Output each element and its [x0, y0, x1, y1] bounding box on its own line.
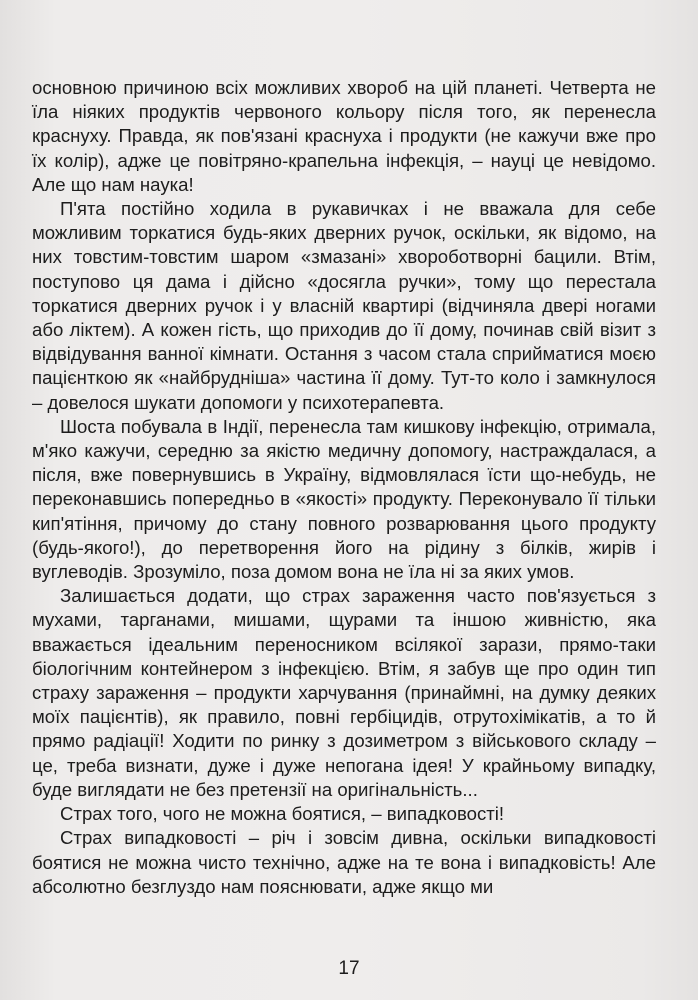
- page-number: 17: [338, 958, 360, 979]
- page-body-text: [32, 76, 656, 899]
- paragraph-contamination-fear: Залишається додати, що страх зараження часто пов'язується з мухами, тарганами, мишами, щурами та іншою живністю, яка вважається ідеальним переносником всілякої зарази, прямо-таки біологічним контейнером з інфекцією. Втім, я забув ще про один тип страху зараження – продукти харчування (принаймні, на думку деяких моїх пацієнтів), як правило, повні гербіцидів, отрутохімікатів, а то й прямо радіації! Ходити по ринку з дозиметром з військового складу – це, треба визнати, дуже і дуже непогана ідея! У крайньому випадку, буде виглядати не без претензії на оригінальність...: [32, 585, 656, 800]
- paragraph-sixth-patient: Шоста побувала в Індії, перенесла там кишкову інфекцію, отримала, м'яко кажучи, середню за якістю медичну допомогу, настраждалася, а після, вже повернувшись в Україну, відмовлялася їсти що-небудь, не переконавшись попередньо в «якості» продукту. Переконувало її тільки кип'ятіння, причому до стану повного розварювання цього продукту (будь-якого!), до перетворення його на рідину з білків, жирів і вуглеводів. Зрозуміло, поза домом вона не їла ні за яких умов.: [32, 415, 656, 583]
- paragraph-continuation: основною причиною всіх можливих хвороб на цій планеті. Четверта не їла ніяких продуктів червоного кольору після того, як перенесла краснуху. Правда, як пов'язані краснуха і продукти (не кажучи вже про їх колір), адже це повітряно-крапельна інфекція, – науці це невідомо. Але що нам наука!: [32, 77, 656, 195]
- paragraph-heading-randomness: Страх того, чого не можна боятися, – випадковості!: [60, 803, 505, 825]
- paragraph-randomness: Страх випадковості – річ і зовсім дивна, оскільки випадковості боятися не можна чисто технічно, адже на те вона і випадковість! Але абсолютно безглуздо нам пояснювати, адже якщо ми: [32, 827, 656, 897]
- paragraph-fifth-patient: П'ята постійно ходила в рукавичках і не вважала для себе можливим торкатися будь-яких дверних ручок, оскільки, як відомо, на них товстим-товстим шаром «змазані» хвороботворні бацили. Втім, поступово ця дама і дійсно «досягла ручки», тому що перестала торкатися дверних ручок і у власній квартирі (відчиняла двері ногами або ліктем). А кожен гість, що приходив до її дому, починав свій візит з відвідування ванної кімнати. Остання з часом стала сприйматися моєю пацієнткою як «найбрудніша» частина її дому. Тут-то коло і замкнулося – довелося шукати допомоги у психотерапевта.: [32, 198, 656, 413]
